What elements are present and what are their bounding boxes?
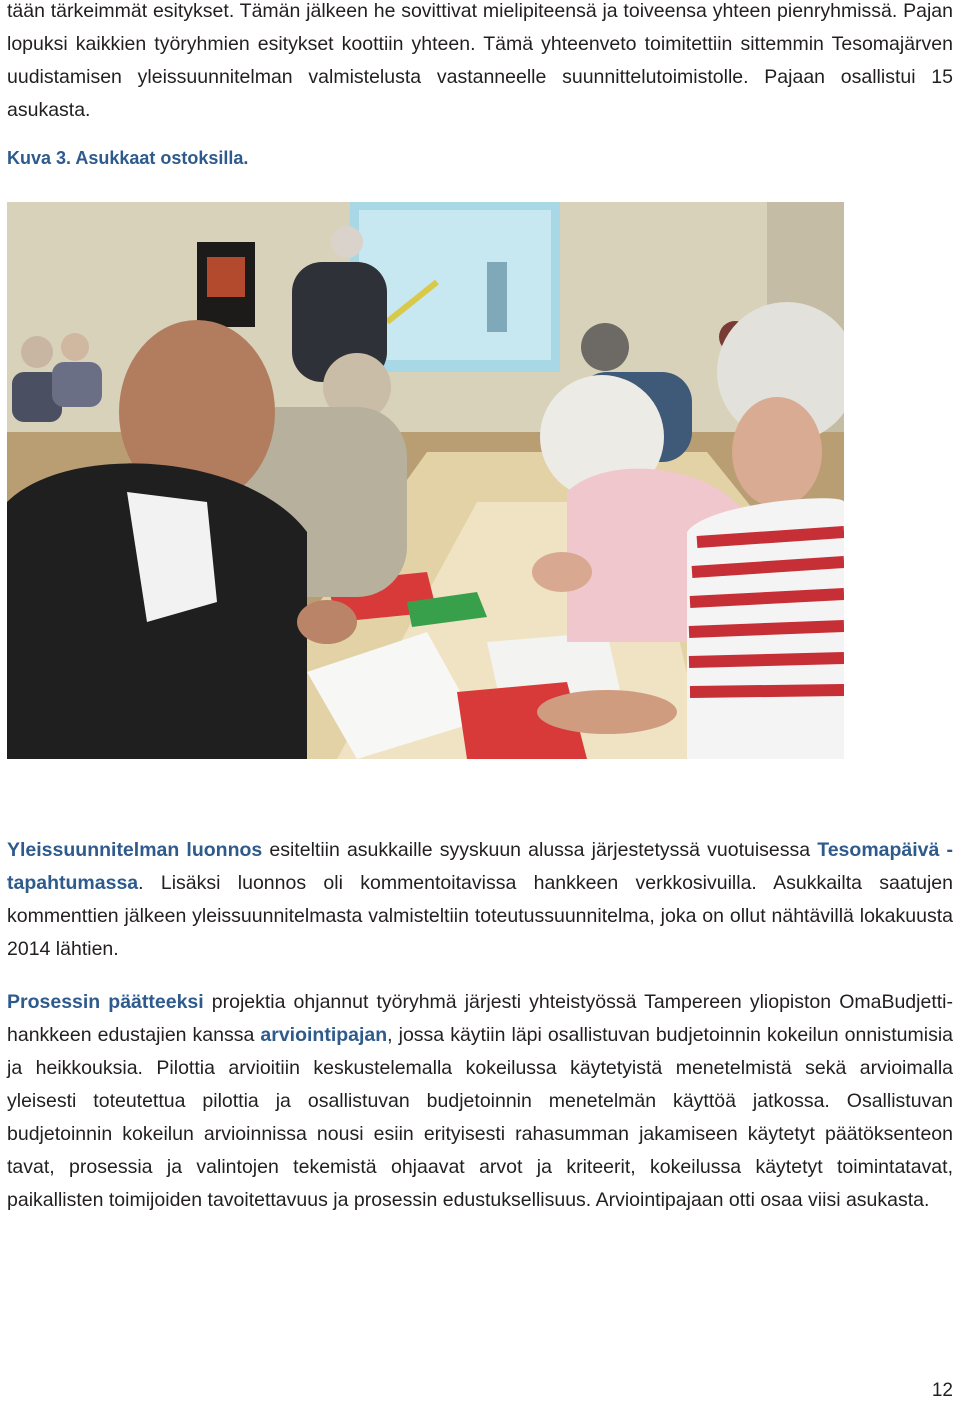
paragraph-draft-plan <box>7 834 953 966</box>
intro-paragraph: tään tärkeimmät esitykset. Tämän jälkeen he sovittivat mielipiteensä ja toiveensa yhteen pienryhmissä. Pajan lopuksi kaikkien työryhmien esitykset koottiin yhteen. Tämä yhteenveto toimitettiin sittemmin Tesomajärven uudistamisen yleissuunnitelman valmistelusta vastanneelle suunnittelutoimistolle. Pajaan osallistui 15 asukasta. <box>7 0 953 121</box>
highlight-tesoma-day: Tesomapäivä -tapahtumassa <box>7 839 953 894</box>
highlight-evaluation-workshop: arviointipajan <box>260 1024 388 1046</box>
highlight-draft-plan: Yleissuunnitelman luonnos <box>7 839 263 861</box>
workshop-photo-illustration <box>7 202 844 759</box>
paragraph-text: esiteltiin asukkaille syyskuun alussa järjestetyssä vuotuisessa <box>262 839 818 861</box>
paragraph-text: projektia ohjannut työryhmä järjesti yhteistyössä Tampereen yliopiston OmaBudjetti-hankkeen edustajien kanssa <box>7 991 953 1046</box>
workshop-photo <box>7 202 844 759</box>
paragraph-evaluation <box>7 986 953 1217</box>
figure-caption: Kuva 3. Asukkaat ostoksilla. <box>7 148 249 168</box>
paragraph-text: , jossa käytiin läpi osallistuvan budjetoinnin kokeilun onnistumisia ja heikkouksia. Pilottia arvioitiin keskustelemalla kokeilussa käytetyistä menetelmistä sekä arvioimalla yleisesti toteutettua pilottia ja osallistuvan budjetoinnin menetelmän käyttöä jatkossa. Osallistuvan budjetoinnin kokeilun arvioinnissa nousi esiin erityisesti rahasumman jakamiseen käytetyt päätöksenteon tavat, prosessia ja valintojen tekemistä ohjaavat arvot ja kriteerit, kokeilussa käytetyt toimintatavat, paikallisten toimijoiden tavoitettavuus ja prosessin edustuksellisuus. Arviointipajaan otti osaa viisi asukasta. <box>7 1024 954 1211</box>
paragraph-text: . Lisäksi luonnos oli kommentoitavissa hankkeen verkkosivuilla. Asukkailta saatujen kommenttien jälkeen yleissuunnitelmasta valmisteltiin toteutussuunnitelma, joka on ollut nähtävillä lokakuusta 2014 lähtien. <box>7 872 953 960</box>
page-number: 12 <box>931 1380 953 1401</box>
highlight-process-end: Prosessin päätteeksi <box>7 991 204 1013</box>
